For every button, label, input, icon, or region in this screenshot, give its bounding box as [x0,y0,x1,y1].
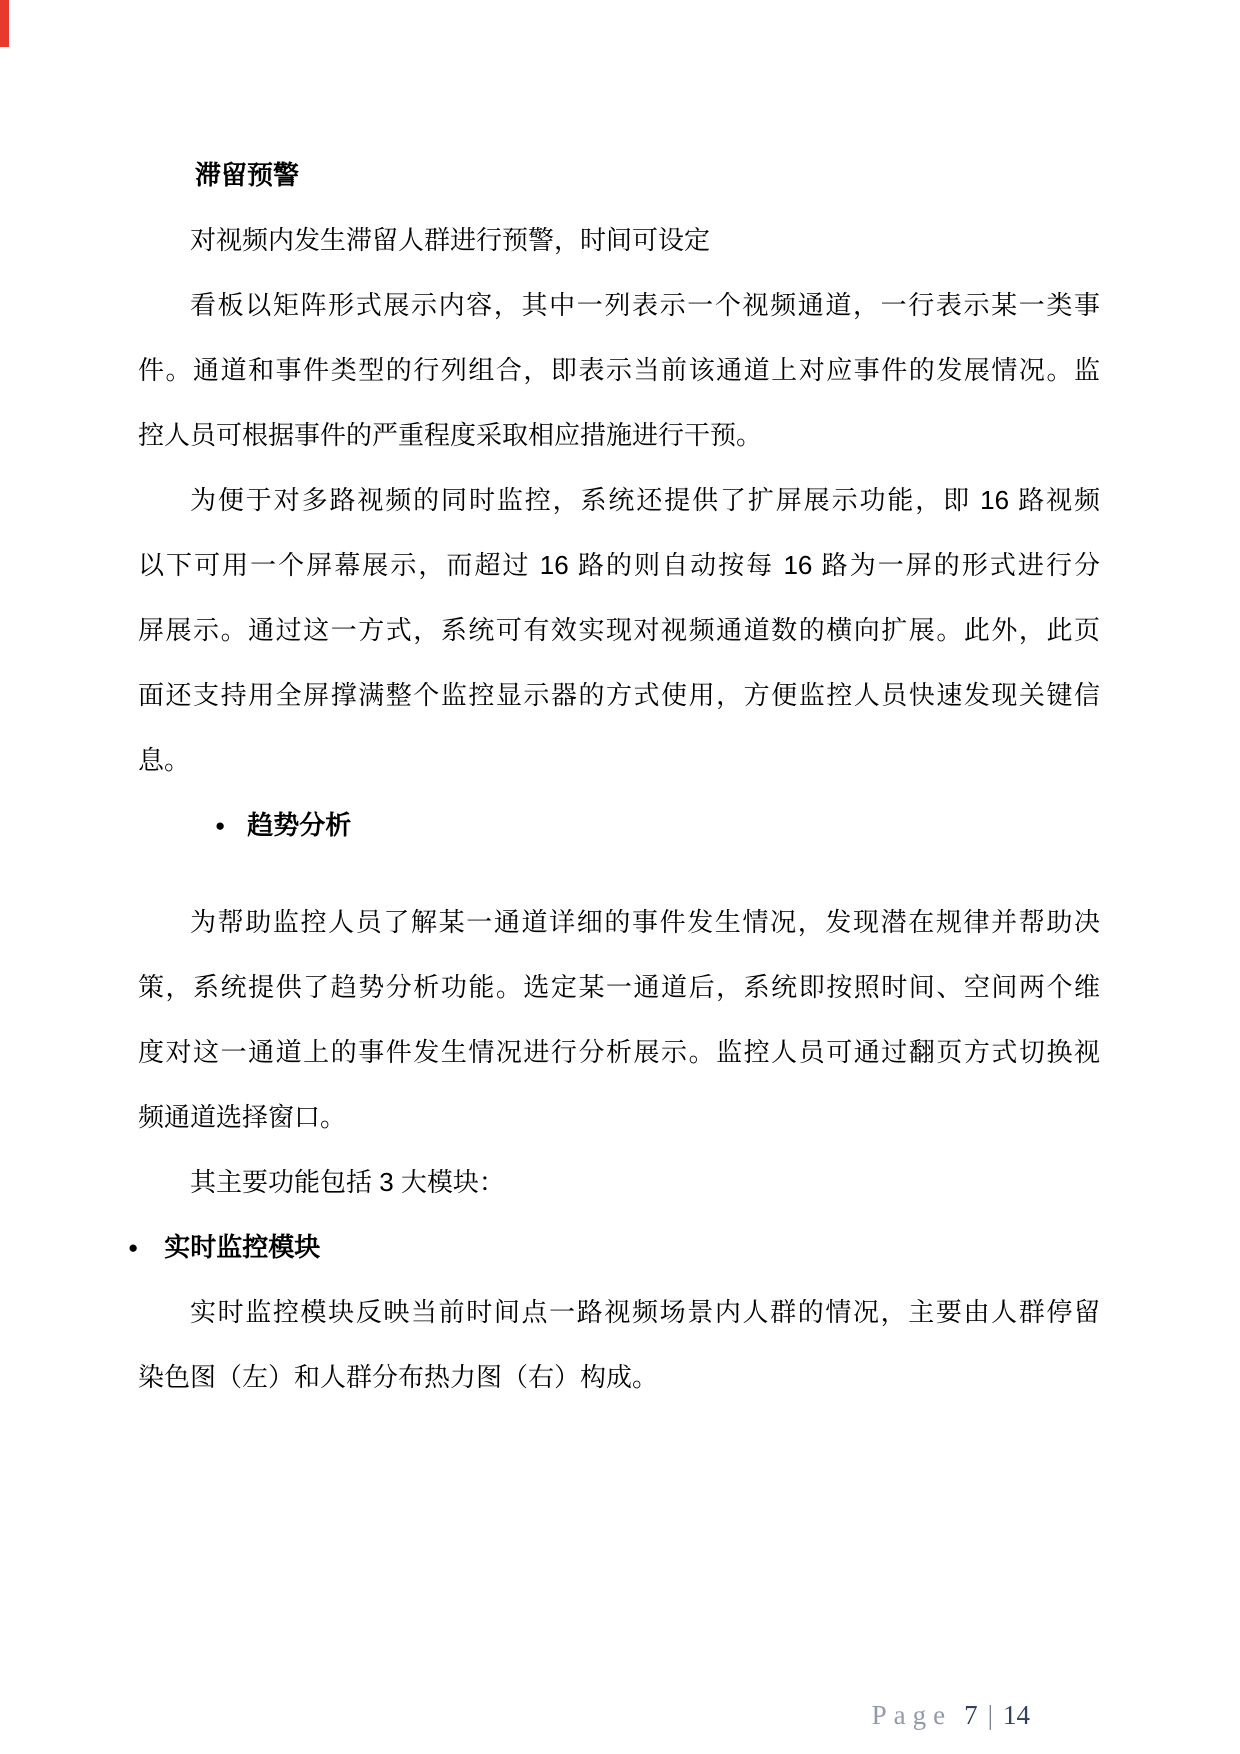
bullet-label: 趋势分析 [247,810,352,840]
footer-total-pages: 14 [1003,1700,1030,1730]
text-line: 为便于对多路视频的同时监控，系统还提供了扩屏展示功能，即 16 路视频 [190,485,1100,515]
text-line: 控人员可根据事件的严重程度采取相应措施进行干预。 [138,420,763,450]
text-line: 息。 [138,745,191,775]
footer-page-number: 7 [964,1700,978,1730]
text-line: 面还支持用全屏撑满整个监控显示器的方式使用，方便监控人员快速发现关键信 [138,680,1100,710]
bullet-item [128,1215,1100,1280]
text-line: 以下可用一个屏幕展示，而超过 16 路的则自动按每 16 路为一屏的形式进行分 [138,550,1100,580]
text-line: 看板以矩阵形式展示内容，其中一列表示一个视频通道，一行表示某一类事 [190,290,1100,320]
text-line: 实时监控模块反映当前时间点一路视频场景内人群的情况，主要由人群停留 [190,1297,1100,1327]
bullet-icon: ● [128,1238,139,1257]
page-footer [872,1697,1030,1733]
footer-page-label: Page [871,1700,953,1730]
text-line: 度对这一通道上的事件发生情况进行分析展示。监控人员可通过翻页方式切换视 [138,1037,1100,1067]
bullet-icon: ● [215,816,226,835]
text-line: 染色图（左）和人群分布热力图（右）构成。 [138,1362,659,1392]
text-line: 对视频内发生滞留人群进行预警，时间可设定 [190,225,711,255]
red-edge-marker [0,0,9,47]
text-line: 其主要功能包括 3 大模块： [190,1167,505,1197]
footer-separator: | [987,1700,993,1730]
bullet-label: 实时监控模块 [164,1232,321,1262]
bullet-item [138,793,1100,858]
text-line: 屏展示。通过这一方式，系统可有效实现对视频通道数的横向扩展。此外，此页 [138,615,1100,645]
text-line: 为帮助监控人员了解某一通道详细的事件发生情况，发现潜在规律并帮助决 [190,907,1100,937]
text-line: 策，系统提供了趋势分析功能。选定某一通道后，系统即按照时间、空间两个维 [138,972,1100,1002]
document-body [128,143,1100,1410]
section-heading: 滞留预警 [195,160,300,190]
text-line: 频通道选择窗口。 [138,1102,347,1132]
text-line: 件。通道和事件类型的行列组合，即表示当前该通道上对应事件的发展情况。监 [138,355,1100,385]
